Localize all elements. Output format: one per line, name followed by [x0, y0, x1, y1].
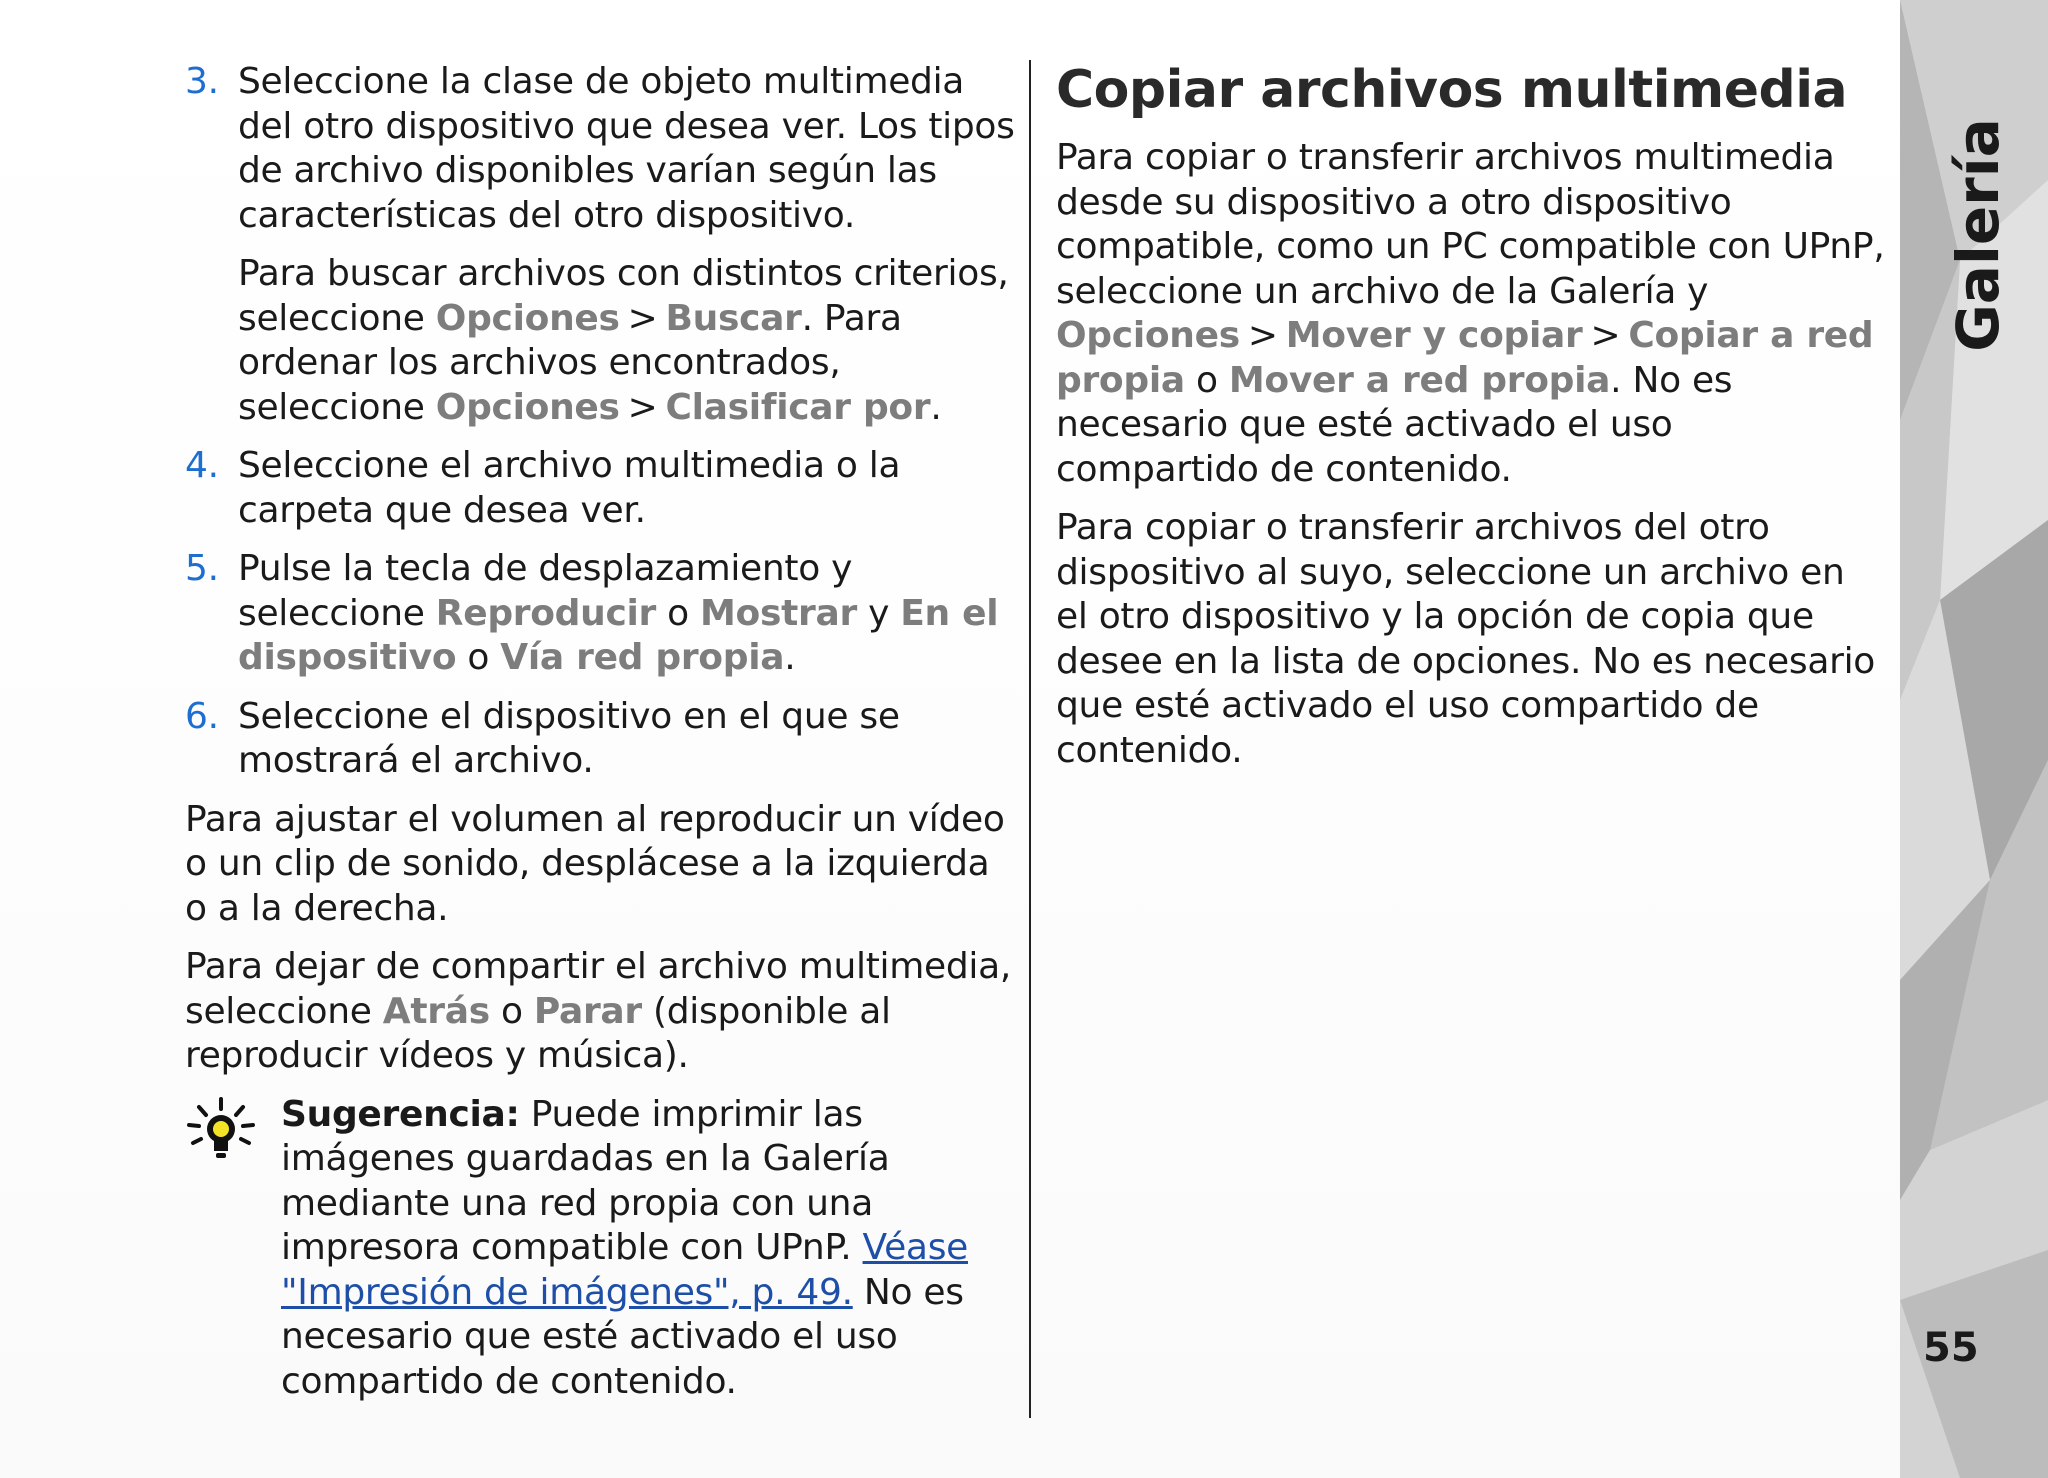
column-divider [1029, 60, 1031, 1418]
body-paragraph [1056, 506, 1886, 773]
ui-term: En el dispositivo [238, 592, 999, 678]
text-run: . [930, 386, 942, 428]
ui-term: Clasificar por [665, 386, 931, 428]
ui-term: Copiar a red propia [1056, 315, 1874, 401]
ui-term: Reproducir [435, 592, 657, 634]
tip-box [185, 1093, 1015, 1405]
step-number: 6. [185, 695, 219, 737]
text-run: y [856, 592, 901, 634]
step-text [238, 252, 1015, 430]
text-run: o [656, 592, 701, 634]
step-text [238, 695, 1015, 784]
text-run: Puede imprimir las imágenes guardadas en la Galería mediante una red propia con una impresora compatible con UPnP. [281, 1093, 890, 1268]
numbered-step [185, 444, 1015, 533]
ui-term: Opciones [1056, 315, 1240, 356]
left-column [185, 60, 1015, 1418]
numbered-steps [185, 60, 1015, 784]
ui-term: Parar [533, 990, 642, 1032]
text-run: Para copiar o transferir archivos del otro dispositivo al suyo, seleccione un archivo en el otro dispositivo y la opción de copia que desee en la lista de opciones. No es necesario que esté activado el uso compartido de contenido. [1056, 507, 1876, 771]
step-text [238, 60, 1015, 238]
ui-term: Opciones [435, 386, 620, 428]
step-text [238, 444, 1015, 533]
tip-label: Sugerencia: [281, 1093, 520, 1135]
right-column [1056, 60, 1886, 787]
menu-separator: > [1247, 315, 1278, 356]
ui-term: Vía red propia [500, 637, 785, 678]
ui-term: Atrás [382, 990, 490, 1032]
ui-term: Mover a red propia [1228, 359, 1611, 401]
menu-separator: > [627, 297, 658, 339]
step-number: 5. [185, 548, 219, 589]
text-run: . Para ordenar los archivos encontrados, seleccione [238, 297, 902, 428]
step-number: 3. [185, 61, 219, 102]
left-paragraphs [185, 798, 1015, 1079]
ui-term: Mover y copiar [1285, 315, 1583, 356]
cross-reference-link[interactable]: Véase "Impresión de imágenes", p. 49. [281, 1227, 968, 1313]
body-paragraph [185, 798, 1015, 932]
text-run: . [784, 637, 796, 678]
text-run: Para dejar de compartir el archivo multimedia, seleccione [185, 946, 1011, 1032]
ui-term: Mostrar [700, 592, 857, 634]
numbered-step [185, 547, 1015, 681]
text-run: o [456, 637, 501, 678]
numbered-step [185, 60, 1015, 430]
lightbulb-icon [185, 1097, 257, 1169]
menu-separator: > [627, 386, 658, 428]
section-heading: Copiar archivos multimedia [1056, 60, 1848, 120]
menu-separator: > [1590, 315, 1621, 356]
tip-text [281, 1093, 1015, 1405]
text-run: No es necesario que esté activado el uso compartido de contenido. [281, 1271, 964, 1402]
numbered-step [185, 695, 1015, 784]
text-run: o [489, 990, 534, 1032]
text-run: Para copiar o transferir archivos multimedia desde su dispositivo a otro dispositivo compatible, como un PC compatible con UPnP, seleccione un archivo de la Galería y [1056, 137, 1885, 312]
text-run: Pulse la tecla de desplazamiento y seleccione [238, 548, 853, 634]
text-run: Para buscar archivos con distintos criterios, seleccione [238, 253, 1009, 339]
page-number: 55 [1923, 1325, 1979, 1371]
step-number: 4. [185, 445, 219, 486]
chapter-title: Galería [1944, 118, 2012, 352]
body-paragraph [1056, 136, 1886, 492]
text-run: Para ajustar el volumen al reproducir un vídeo o un clip de sonido, desplácese a la izquierda o a la derecha. [185, 798, 1005, 929]
right-paragraphs [1056, 136, 1886, 773]
body-paragraph [185, 945, 1015, 1079]
ui-term: Buscar [665, 297, 802, 339]
text-run: o [1184, 359, 1229, 401]
step-text [238, 547, 1015, 681]
text-run: (disponible al reproducir vídeos y música). [185, 990, 891, 1076]
text-run: Seleccione la clase de objeto multimedia del otro dispositivo que desea ver. Los tipos de archivo disponibles varían según las características del otro dispositivo. [238, 61, 1015, 236]
text-run: Seleccione el dispositivo en el que se mostrará el archivo. [238, 695, 900, 781]
text-run: . No es necesario que esté activado el uso compartido de contenido. [1056, 359, 1733, 490]
ui-term: Opciones [435, 297, 620, 339]
text-run: Seleccione el archivo multimedia o la carpeta que desea ver. [238, 445, 901, 531]
